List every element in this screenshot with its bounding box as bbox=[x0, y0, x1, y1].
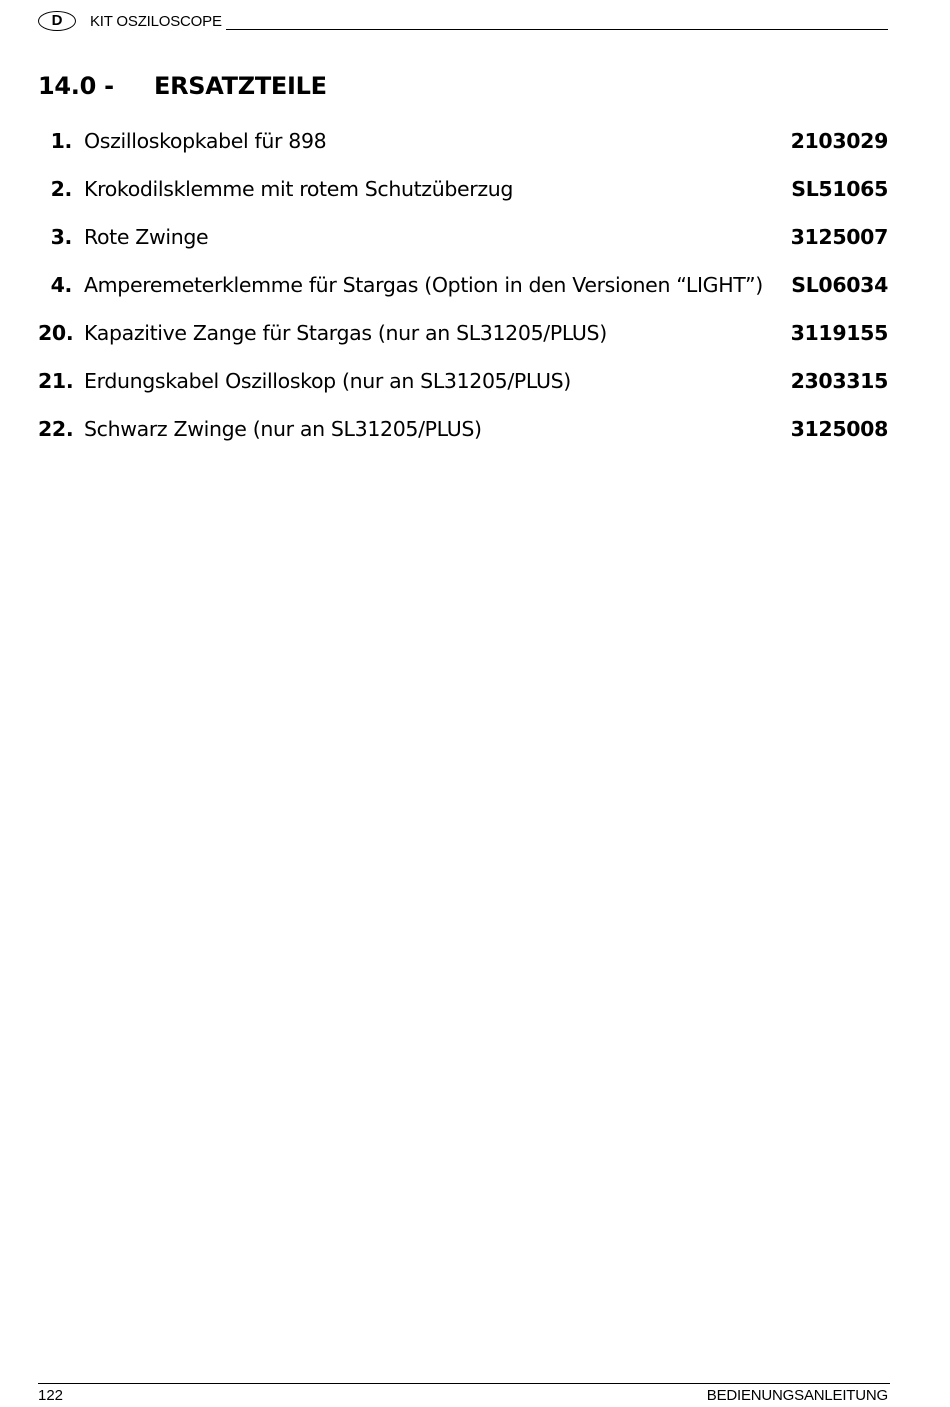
section-heading bbox=[38, 70, 327, 102]
list-item bbox=[38, 364, 888, 412]
part-description: Krokodilsklemme mit rotem Schutzüberzug bbox=[84, 177, 514, 201]
page-number: 122 bbox=[38, 1387, 64, 1404]
section-number: 14.0 - bbox=[38, 72, 114, 100]
part-code: 2303315 bbox=[790, 369, 888, 393]
part-code: 3125008 bbox=[790, 417, 888, 441]
part-description: Oszilloskopkabel für 898 bbox=[84, 129, 327, 153]
document-title: KIT OSZILOSCOPE bbox=[90, 13, 226, 31]
part-code: 3119155 bbox=[790, 321, 888, 345]
page-header bbox=[38, 8, 888, 36]
language-badge: D bbox=[38, 11, 76, 31]
list-item bbox=[38, 316, 888, 364]
part-code: SL06034 bbox=[791, 273, 888, 297]
list-item bbox=[38, 124, 888, 172]
part-number: 20. bbox=[38, 321, 74, 345]
footer-label: BEDIENUNGSANLEITUNG bbox=[706, 1387, 888, 1404]
section-title: ERSATZTEILE bbox=[154, 72, 327, 100]
part-number: 22. bbox=[38, 417, 74, 441]
list-item bbox=[38, 268, 888, 316]
part-description: Erdungskabel Oszilloskop (nur an SL31205/PLUS) bbox=[84, 369, 571, 393]
part-code: SL51065 bbox=[791, 177, 888, 201]
part-description: Rote Zwinge bbox=[84, 225, 209, 249]
part-description: Schwarz Zwinge (nur an SL31205/PLUS) bbox=[84, 417, 482, 441]
part-code: 2103029 bbox=[790, 129, 888, 153]
list-item bbox=[38, 412, 888, 460]
part-number: 21. bbox=[38, 369, 74, 393]
list-item bbox=[38, 220, 888, 268]
part-description: Amperemeterklemme für Stargas (Option in den Versionen “LIGHT”) bbox=[84, 273, 763, 297]
part-code: 3125007 bbox=[790, 225, 888, 249]
spare-parts-list bbox=[38, 124, 888, 460]
part-number: 3. bbox=[50, 225, 72, 249]
footer-rule bbox=[38, 1383, 890, 1384]
list-item bbox=[38, 172, 888, 220]
part-number: 2. bbox=[50, 177, 72, 201]
part-description: Kapazitive Zange für Stargas (nur an SL31205/PLUS) bbox=[84, 321, 607, 345]
part-number: 4. bbox=[50, 273, 72, 297]
part-number: 1. bbox=[50, 129, 72, 153]
